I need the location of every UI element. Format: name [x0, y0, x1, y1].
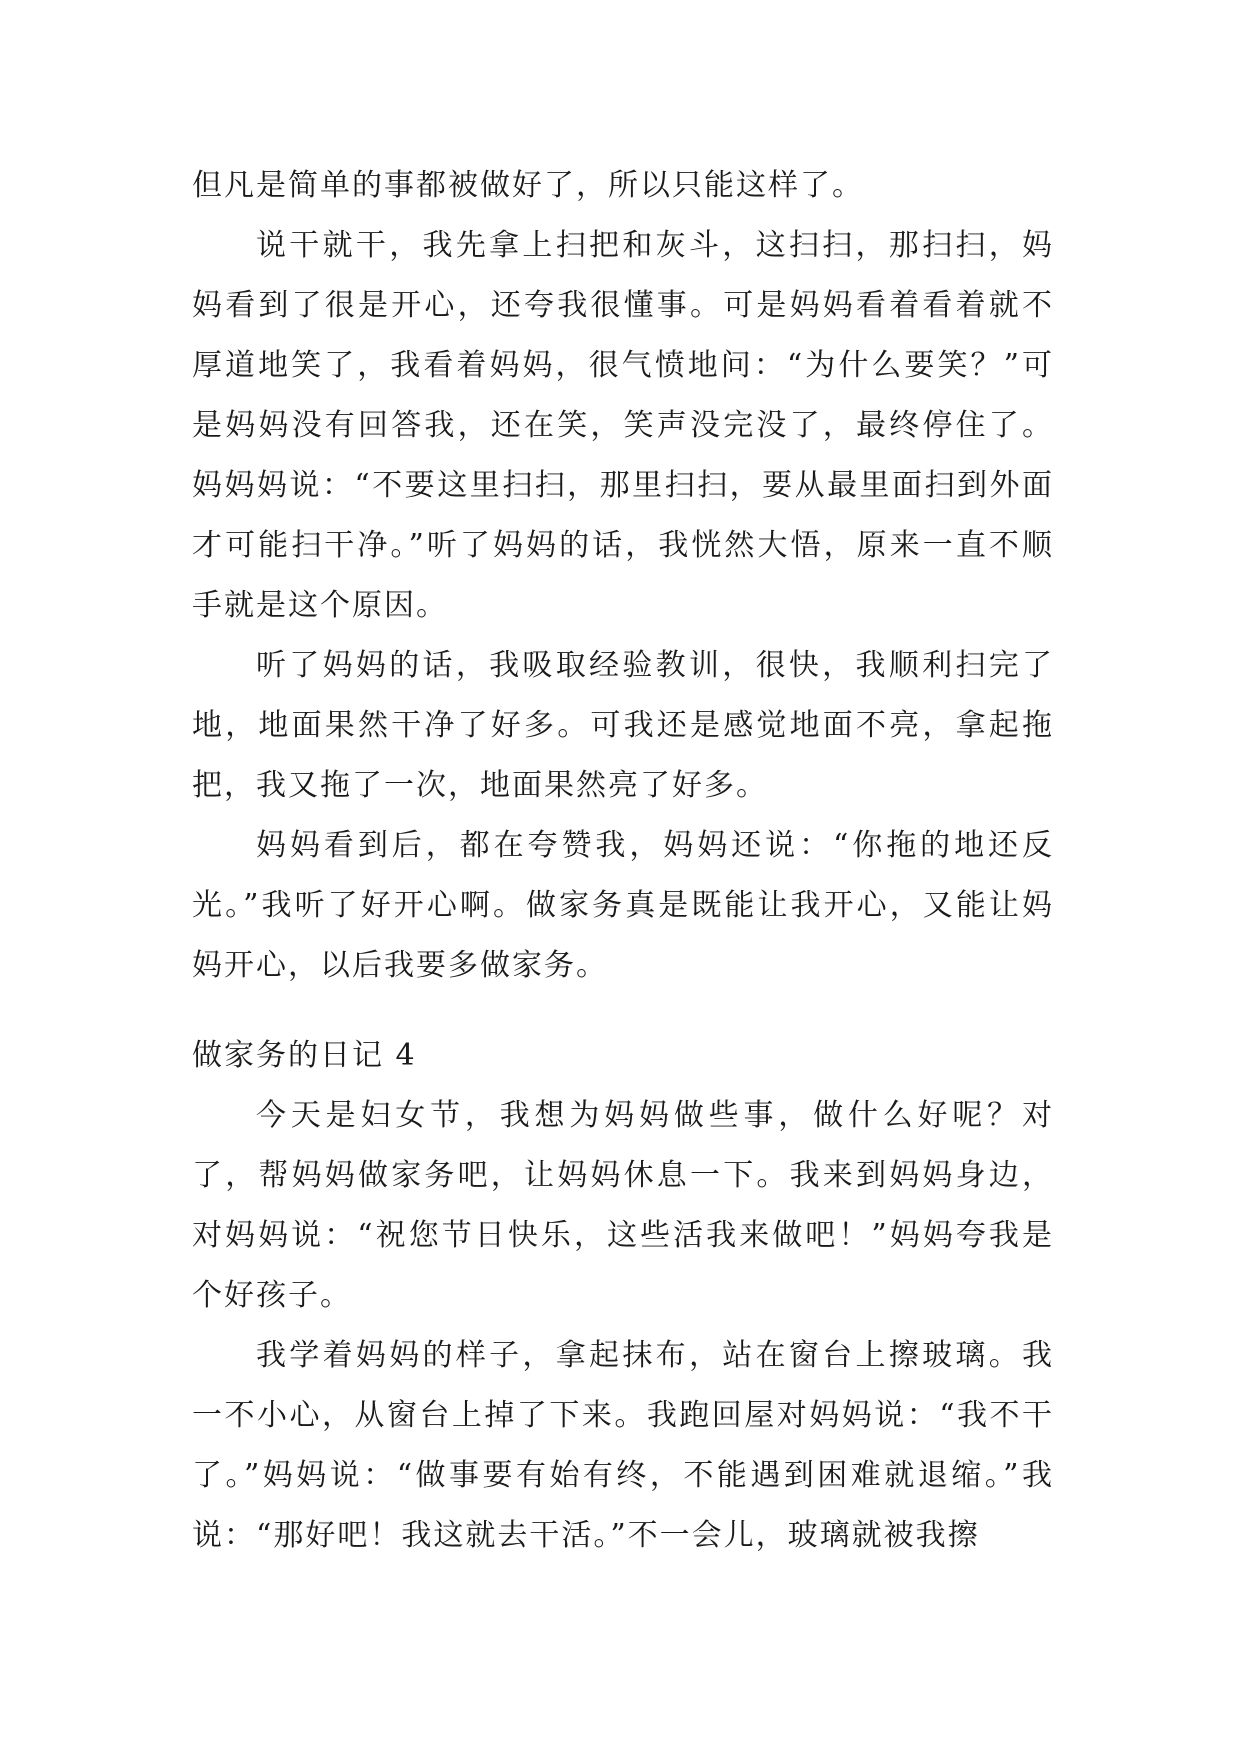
paragraph: 今天是妇女节，我想为妈妈做些事，做什么好呢？对了，帮妈妈做家务吧，让妈妈休息一下。我来到妈妈身边，对妈妈说：“祝您节日快乐，这些活我来做吧！”妈妈夸我是个好孩子。: [192, 1098, 1054, 1313]
paragraph-continued: 但凡是简单的事都被做好了，所以只能这样了。: [192, 168, 864, 203]
paragraph: 我学着妈妈的样子，拿起抹布，站在窗台上擦玻璃。我一不小心，从窗台上掉了下来。我跑回屋对妈妈说：“我不干了。”妈妈说：“做事要有始有终，不能遇到困难就退缩。”我说：“那好吧！我这就去干活。”不一会儿，玻璃就被我擦: [192, 1338, 1054, 1553]
paragraph: 说干就干，我先拿上扫把和灰斗，这扫扫，那扫扫，妈妈看到了很是开心，还夸我很懂事。可是妈妈看着看着就不厚道地笑了，我看着妈妈，很气愤地问：“为什么要笑？”可是妈妈没有回答我，还在笑，笑声没完没了，最终停住了。妈妈妈说：“不要这里扫扫，那里扫扫，要从最里面扫到外面才可能扫干净。”听了妈妈的话，我恍然大悟，原来一直不顺手就是这个原因。: [192, 228, 1054, 623]
section-title: 做家务的日记 4: [192, 1038, 417, 1073]
paragraph: 听了妈妈的话，我吸取经验教训，很快，我顺利扫完了地，地面果然干净了好多。可我还是感觉地面不亮，拿起拖把，我又拖了一次，地面果然亮了好多。: [192, 648, 1054, 803]
paragraph: 妈妈看到后，都在夸赞我，妈妈还说：“你拖的地还反光。”我听了好开心啊。做家务真是既能让我开心，又能让妈妈开心，以后我要多做家务。: [192, 828, 1054, 983]
diary-4: [192, 1026, 1054, 1566]
diary-3-continuation: [192, 156, 1054, 996]
